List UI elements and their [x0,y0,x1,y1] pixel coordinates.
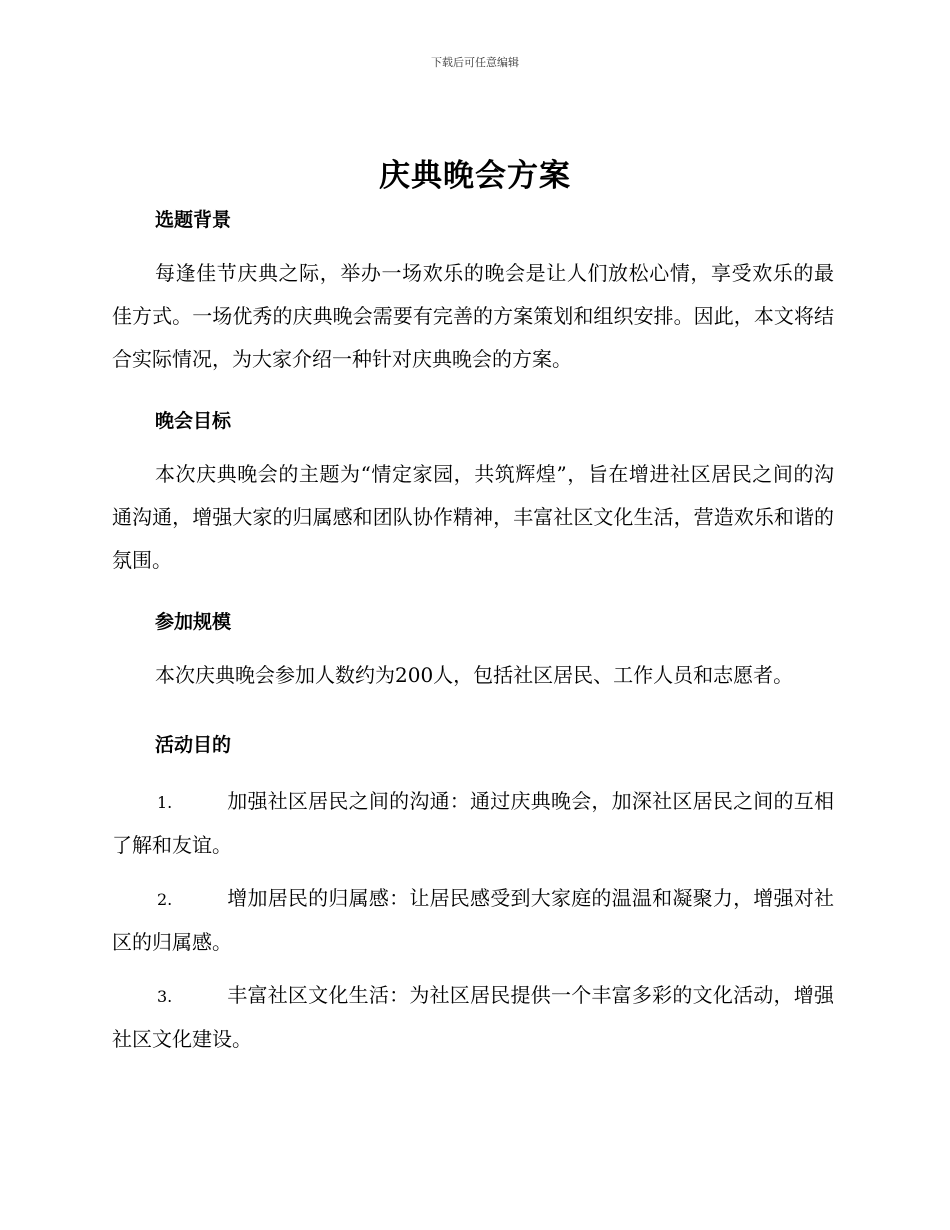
document-title: 庆典晚会方案 [379,158,571,194]
document-body [112,200,834,1061]
list-item [112,974,834,1061]
section-heading-goal: 晚会目标 [155,410,232,432]
header-note: 下载后可任意编辑 [431,56,519,69]
list-item-number: 2. [157,890,173,909]
list-item-number: 1. [157,793,173,812]
list-item-text: 增加居民的归属感：让居民感受到大家庭的温温和凝聚力，增强对社区的归属感。 [112,886,834,954]
section-heading-background: 选题背景 [155,209,232,231]
list-item-number: 3. [157,987,173,1006]
list-item-text: 加强社区居民之间的沟通：通过庆典晚会，加深社区居民之间的互相了解和友谊。 [112,789,834,857]
section-heading-purpose: 活动目的 [155,734,232,756]
section-heading-scale: 参加规模 [155,611,232,633]
section-body-scale: 本次庆典晚会参加人数约为200人，包括社区居民、工作人员和志愿者。 [155,663,794,687]
list-item [112,780,834,867]
section-body-background: 每逢佳节庆典之际，举办一场欢乐的晚会是让人们放松心情，享受欢乐的最佳方式。一场优秀的庆典晚会需要有完善的方案策划和组织安排。因此，本文将结合实际情况，为大家介绍一种针对庆典晚会的方案。 [112,261,834,371]
section-body-goal: 本次庆典晚会的主题为“情定家园，共筑辉煌”，旨在增进社区居民之间的沟通沟通，增强大家的归属感和团队协作精神，丰富社区文化生活，营造欢乐和谐的氛围。 [112,462,834,572]
list-item [112,877,834,964]
list-item-text: 丰富社区文化生活：为社区居民提供一个丰富多彩的文化活动，增强社区文化建设。 [112,983,834,1051]
